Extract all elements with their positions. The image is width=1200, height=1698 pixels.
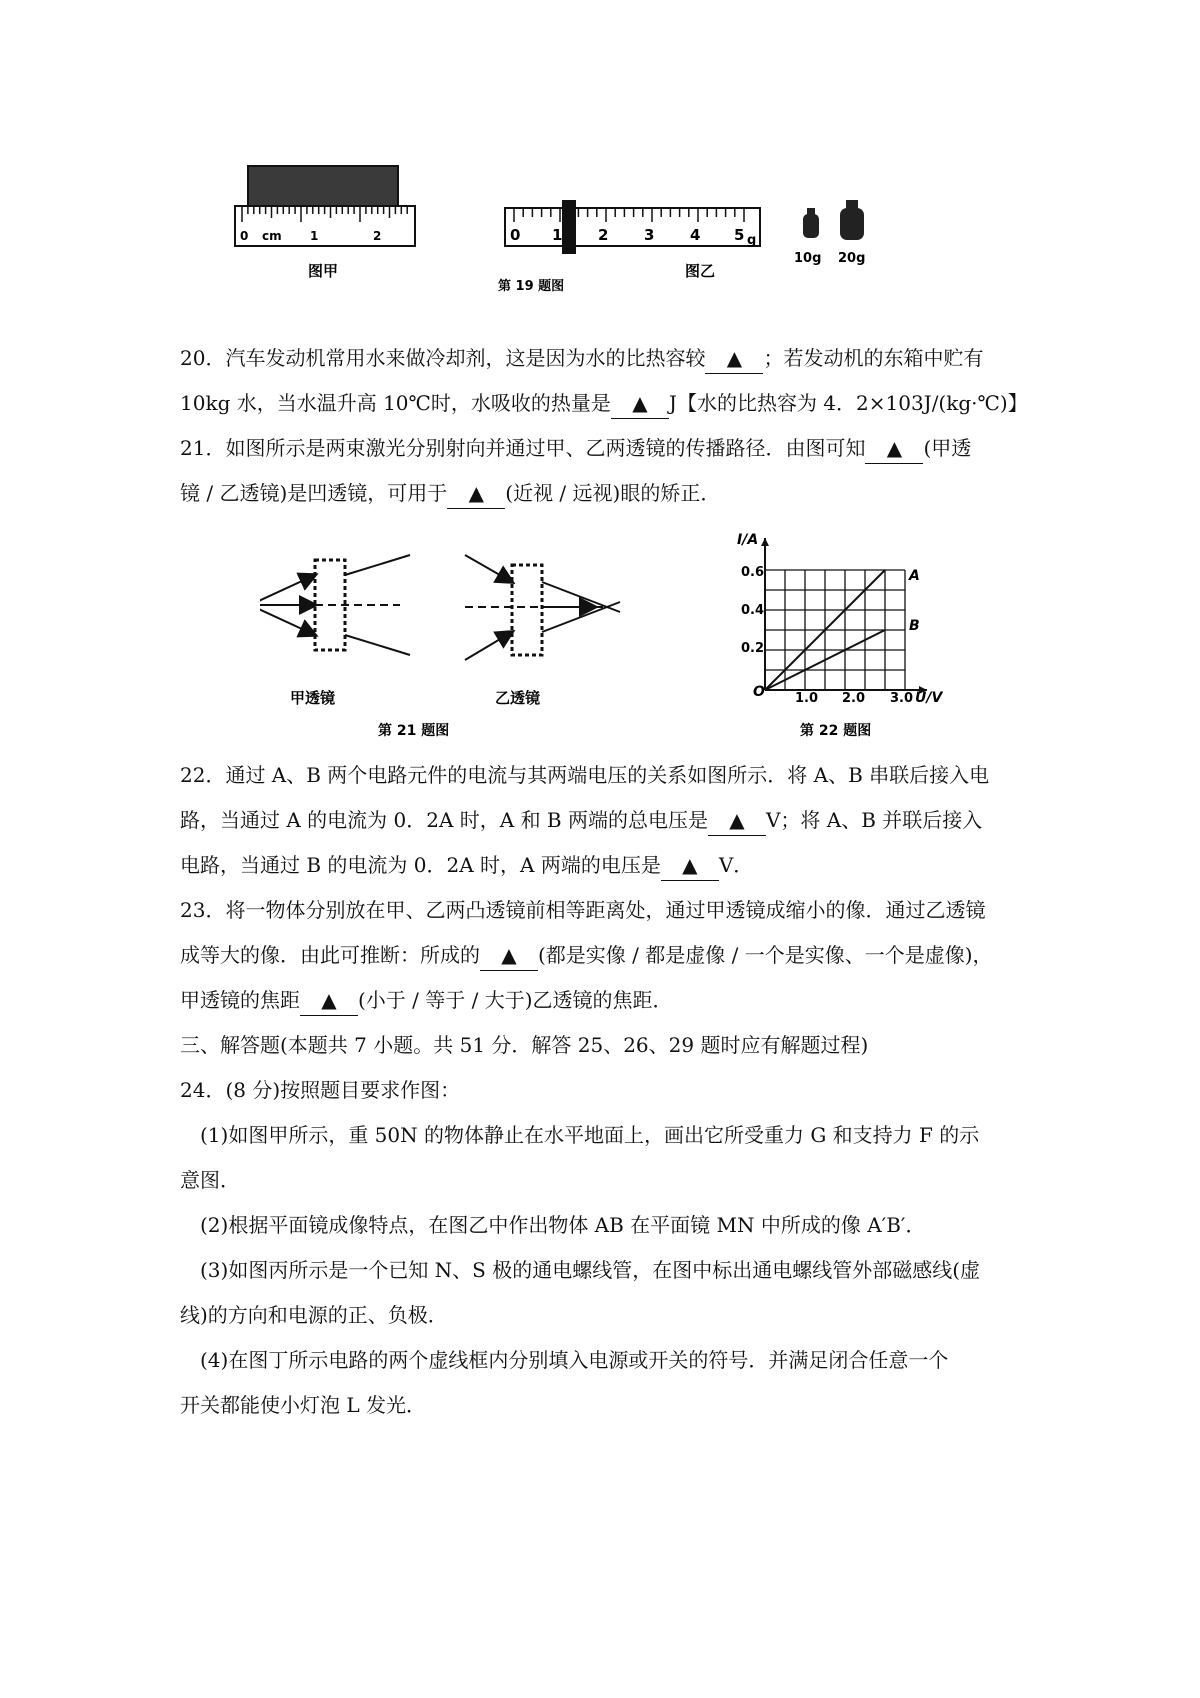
answer-blank[interactable]: ▲ [611,388,669,419]
q22-line1: 22．通过 A、B 两个电路元件的电流与其两端电压的关系如图所示．将 A、B 串联后接入电 [180,763,990,787]
ruler [235,206,415,246]
q21-line1: 21．如图所示是两束激光分别射向并通过甲、乙两透镜的传播路径．由图可知 ▲ (甲透 [180,433,971,464]
answer-blank[interactable]: ▲ [480,940,538,971]
q24-part3-line2: 线)的方向和电源的正、负极． [180,1303,448,1327]
q24-part2: (2)根据平面镜成像特点，在图乙中作出物体 AB 在平面镜 MN 中所成的像 A′B′． [200,1213,926,1237]
q23-line1: 23．将一物体分别放在甲、乙两凸透镜前相等距离处，通过甲透镜成缩小的像．通过乙透镜 [180,898,986,922]
scale-label-0: 0 [510,226,521,244]
rider [562,200,576,254]
weight-20g [838,200,865,266]
answer-blank[interactable]: ▲ [865,433,923,464]
weight-10g [794,208,821,266]
label-yi-lens: 乙透镜 [495,689,541,707]
svg-text:20g: 20g [838,251,866,266]
q22-line2: 路，当通过 A 的电流为 0．2A 时，A 和 B 两端的总电压是 ▲ V；将 A、B 并联后接入 [180,805,982,836]
q22-line3: 电路，当通过 B 的电流为 0．2A 时，A 两端的电压是 ▲ V． [180,850,753,881]
scale-label-1: 1 [552,226,563,244]
figure-label-right: 图乙 [685,262,716,280]
figure-label-left: 图甲 [308,262,339,280]
scale-label-2: 2 [598,226,609,244]
answer-blank[interactable]: ▲ [447,478,505,509]
figure-21-caption: 第 21 题图 [378,723,450,739]
q21-line2: 镜 / 乙透镜)是凹透镜，可用于 ▲ (近视 / 远视)眼的矫正． [180,478,720,509]
answer-blank[interactable]: ▲ [708,805,766,836]
scale-label-3: 3 [644,226,655,244]
q24-part4-line1: (4)在图丁所示电路的两个虚线框内分别填入电源或开关的符号．并满足闭合任意一个 [200,1348,949,1372]
answer-blank[interactable]: ▲ [705,343,763,374]
scale-label-g: g [747,233,757,248]
chart-x-tick: 2.0 [842,691,866,706]
ruler-label-2: 2 [373,229,382,243]
q20-line2: 10kg 水，当水温升高 10℃时，水吸收的热量是 ▲ J【水的比热容为 4．2×103J/(kg·℃)】 [180,388,1028,419]
q24-part3-line1: (3)如图丙所示是一个已知 N、S 极的通电螺线管，在图中标出通电螺线管外部磁感线(虚 [200,1258,981,1282]
q23-line3: 甲透镜的焦距 ▲ (小于 / 等于 / 大于)乙透镜的焦距． [180,985,673,1016]
balance-scale-bar [505,200,760,254]
q20-line1: 20．汽车发动机常用水来做冷却剂，这是因为水的比热容较 ▲ ；若发动机的东箱中贮有 [180,343,983,374]
ruler-label-cm: cm [262,229,282,243]
answer-blank[interactable]: ▲ [300,985,358,1016]
chart-x-tick: 1.0 [795,691,819,706]
chart-x-label: U/V [915,690,943,706]
answer-blank[interactable]: ▲ [661,850,719,881]
figure-21 [260,540,680,740]
chart-y-label: I/A [737,532,759,548]
q24-title: 24．(8 分)按照题目要求作图： [180,1078,461,1102]
svg-text:10g: 10g [794,251,822,266]
figure-19-caption: 第 19 题图 [498,279,565,294]
lens-jia [260,555,410,655]
ruler-label-1: 1 [310,229,319,243]
y-axis-arrow [761,538,769,546]
figure-19 [230,160,950,320]
q24-part4-line2: 开关都能使小灯泡 L 发光． [180,1393,426,1417]
chart-origin: O [753,684,765,700]
scale-label-4: 4 [690,226,701,244]
q24-part1-line1: (1)如图甲所示，重 50N 的物体静止在水平地面上，画出它所受重力 G 和支持力 F 的示 [200,1123,980,1147]
q24-part1-line2: 意图． [180,1168,240,1192]
chart-y-tick: 0.2 [741,641,765,656]
series-label-a: A [909,568,920,584]
label-jia-lens: 甲透镜 [290,689,336,707]
chart-y-tick: 0.4 [741,603,765,618]
scale-label-5: 5 [734,226,745,244]
chart-y-tick: 0.6 [741,565,765,580]
figure-22-caption: 第 22 题图 [800,723,872,739]
chart-x-tick: 3.0 [890,691,914,706]
section-3-heading: 三、解答题(本题共 7 小题。共 51 分．解答 25、26、29 题时应有解题过程) [180,1033,869,1057]
ruler-label-0: 0 [240,229,249,243]
q23-line2: 成等大的像．由此可推断：所成的 ▲ (都是实像 / 都是虚像 / 一个是实像、一个是虚像)， [180,940,993,971]
figure-22-chart [725,530,955,745]
lens-yi [465,555,620,660]
series-label-b: B [909,618,920,634]
